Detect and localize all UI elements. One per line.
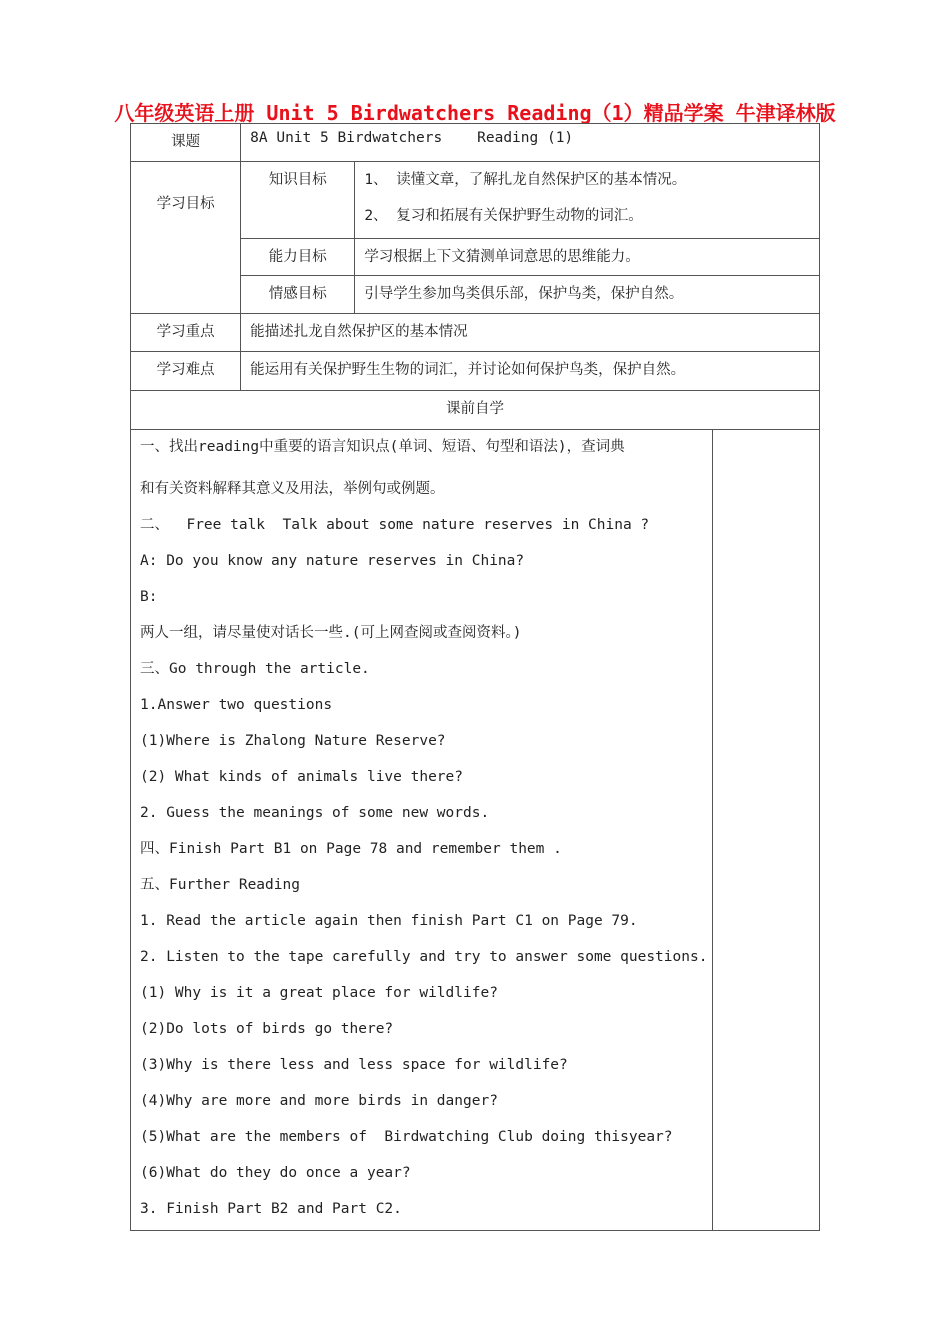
knowledge-item-1: 1、 读懂文章，了解扎龙自然保护区的基本情况。 — [364, 172, 687, 188]
difficult-point-value: 能运用有关保护野生生物的词汇，并讨论如何保护鸟类，保护自然。 — [241, 352, 820, 391]
ability-label: 能力目标 — [241, 239, 355, 276]
emotion-label: 情感目标 — [241, 276, 355, 314]
preview-line: (5)What are the members of Birdwatching Club doing thisyear? — [140, 1129, 673, 1145]
key-point-row — [131, 314, 820, 352]
preview-line: (2) What kinds of animals live there? — [140, 769, 464, 785]
preview-line: 五、Further Reading — [140, 877, 300, 893]
preview-line: 1. Read the article again then finish Part C1 on Page 79. — [140, 913, 638, 929]
preview-line: A: Do you know any nature reserves in China? — [140, 553, 525, 569]
ability-value: 学习根据上下文猜测单词意思的思维能力。 — [355, 239, 820, 276]
preview-line: (4)Why are more and more birds in danger? — [140, 1093, 498, 1109]
preview-line: 3. Finish Part B2 and Part C2. — [140, 1201, 402, 1217]
key-point-value: 能描述扎龙自然保护区的基本情况 — [241, 314, 820, 352]
preview-line: (2)Do lots of birds go there? — [140, 1021, 394, 1037]
preview-line: (1) Why is it a great place for wildlife? — [140, 985, 498, 1001]
document-title: 八年级英语上册 Unit 5 Birdwatchers Reading（1）精品学案 牛津译林版 — [114, 101, 836, 125]
preview-line: 2. Guess the meanings of some new words. — [140, 805, 490, 821]
preview-line: 两人一组，请尽量使对话长一些.(可上网查阅或查阅资料。) — [140, 625, 522, 641]
knowledge-row — [131, 162, 820, 239]
preview-line: 三、Go through the article. — [140, 661, 370, 677]
preview-line: 一、找出reading中重要的语言知识点(单词、短语、句型和语法)，查词典 — [140, 439, 625, 455]
preview-line: 和有关资料解释其意义及用法，举例句或例题。 — [140, 481, 445, 497]
knowledge-values — [355, 162, 820, 239]
difficult-point-row — [131, 352, 820, 391]
knowledge-item-2: 2、 复习和拓展有关保护野生动物的词汇。 — [364, 208, 643, 224]
notes-column — [712, 430, 819, 1231]
preview-line: (3)Why is there less and less space for wildlife? — [140, 1057, 568, 1073]
key-point-label: 学习重点 — [131, 314, 241, 352]
preview-line: 2. Listen to the tape carefully and try to answer some questions. — [140, 949, 708, 965]
preview-line: 二、 Free talk Talk about some nature reserves in China ? — [140, 517, 650, 533]
preview-line: (6)What do they do once a year? — [140, 1165, 411, 1181]
preview-line: (1)Where is Zhalong Nature Reserve? — [140, 733, 446, 749]
preview-line: B: — [140, 589, 158, 605]
preview-body-row — [131, 430, 820, 1231]
preview-header: 课前自学 — [131, 391, 820, 430]
knowledge-label: 知识目标 — [241, 162, 355, 239]
lesson-plan-table — [130, 123, 820, 1231]
preview-header-row — [131, 391, 820, 430]
preview-content — [131, 430, 713, 1231]
preview-line: 1.Answer two questions — [140, 697, 333, 713]
difficult-point-label: 学习难点 — [131, 352, 241, 391]
goals-label: 学习目标 — [131, 162, 241, 314]
topic-value: 8A Unit 5 Birdwatchers Reading (1) — [241, 124, 820, 162]
topic-row — [131, 124, 820, 162]
topic-label: 课题 — [131, 124, 241, 162]
emotion-value: 引导学生参加鸟类俱乐部，保护鸟类，保护自然。 — [355, 276, 820, 314]
preview-line: 四、Finish Part B1 on Page 78 and remember them . — [140, 841, 562, 857]
